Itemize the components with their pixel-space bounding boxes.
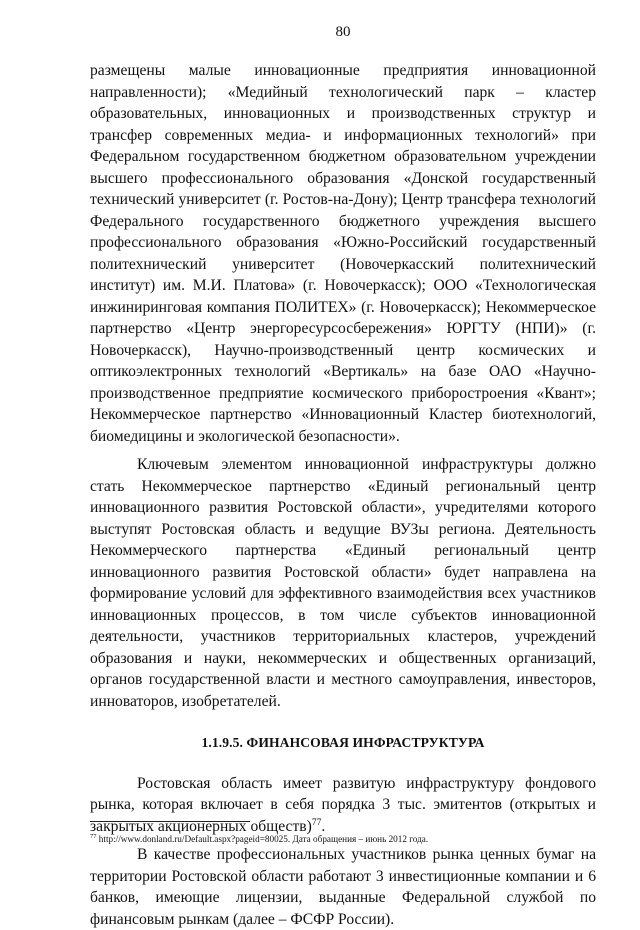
footnote-number: 77 xyxy=(90,832,97,840)
paragraph-key-element: Ключевым элементом инновационной инфраструктуры должно стать Некоммерческое партнерство «Единый региональный центр инновационного развития Ростовской области», учредителями которого выступят Ростовская область и ведущие ВУЗы региона. Деятельность Некоммерческого партнерства «Единый региональный центр инновационного развития Ростовской области» будет направлена на формирование условий для эффективного взаимодействия всех участников инновационных процессов, в том числе субъектов инновационной деятельности, участников территориальных кластеров, учреждений образования и науки, некоммерческих и общественных организаций, органов государственной власти и местного самоуправления, инвесторов, инноваторов, изобретателей. xyxy=(90,456,596,710)
paragraph-innovation-infrastructure-list: размещены малые инновационные предприятия инновационной направленности); «Медийный технологический парк – кластер образовательных, инновационных и производственных структур и трансфер современных медиа- и информационных технологий» при Федеральном государственном бюджетном образовательном учреждении высшего профессионального образования «Донской государственный технический университет (г. Ростов-на-Дону); Центр трансфера технологий Федерального государственного бюджетного учреждения высшего профессионального образования «Южно-Российский государственный политехнический университет (Новочеркасский политехнический институт) им. М.И. Платова» (г. Новочеркасск); ООО «Технологическая инжиниринговая компания ПОЛИТЕХ» (г. Новочеркасск); Некоммерческое партнерство «Центр энергоресурсосбережения» ЮРГТУ (НПИ)» (г. Новочеркасск), Научно-производственный центр космических и оптикоэлектронных технологий «Вертикаль» на базе ОАО «Научно-производственное предприятие космического приборостроения «Квант»; Некоммерческое партнерство «Инновационный Кластер биотехнологий, биомедицины и экологической безопасности». xyxy=(90,62,596,445)
footnote-divider xyxy=(90,821,250,822)
section-heading: 1.1.9.5. ФИНАНСОВАЯ ИНФРАСТРУКТУРА xyxy=(201,735,485,750)
paragraph-stock-market xyxy=(90,773,596,838)
paragraph-market-participants: В качестве профессиональных участников рынка ценных бумаг на территории Ростовской области работают 3 инвестиционные компании и 6 банков, имеющие лицензии, выданные Федеральной службой по финансовым рынкам (далее – ФСФР России). xyxy=(90,846,596,928)
page-number: 80 xyxy=(335,24,351,40)
paragraph-stock-market-text: Ростовская область имеет развитую инфраструктуру фондового рынка, которая включает в себя порядка 3 тыс. эмитентов (открытых и закрытых акционерных обществ) xyxy=(90,774,596,835)
footnote xyxy=(90,833,596,845)
body-text xyxy=(90,60,596,930)
paragraph-stock-market-end: . xyxy=(321,817,326,835)
footnote-text: http://www.donland.ru/Default.aspx?pageid=80025. Дата обращения – июнь 2012 года. xyxy=(96,834,429,844)
footnote-reference[interactable]: 77 xyxy=(311,817,322,828)
